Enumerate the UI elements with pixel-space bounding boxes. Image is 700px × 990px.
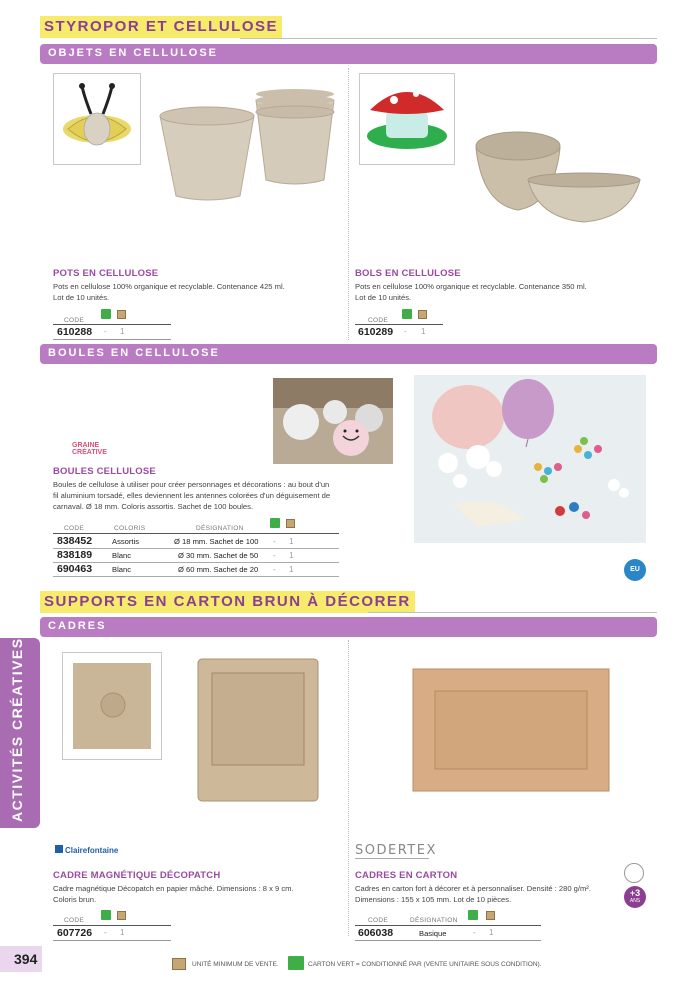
boules-desc-2: fil aluminium torsadé, elles deviennent les antennes colorées d'un déguisement de [53,491,331,500]
bols-dash: - [404,327,407,336]
graine-creative-logo [62,442,107,456]
cadre-magnetique-code-header: CODE [64,917,84,924]
green-carton-icon [101,309,111,319]
pots-qty: 1 [120,327,125,336]
cadres-carton-code-header: CODE [368,917,388,924]
unit-box-icon [286,519,295,528]
cadre-magnetique-code: 607726 [57,927,93,939]
brand-line-2: CRÉATIVE [72,449,107,456]
unit-box-icon [172,958,186,970]
bols-image [470,118,645,230]
unit-box-icon [117,310,126,319]
bar-cadres: CADRES [40,617,657,637]
cadres-carton-dash: - [473,928,476,937]
cadres-carton-designation: Basique [419,929,447,938]
cadre-magnetique-image [196,657,320,803]
pots-desc-1: Pots en cellulose 100% organique et recyclable. Contenance 425 ml. [53,282,285,291]
age-badge-icon [624,886,646,908]
green-carton-icon [101,910,111,920]
section-title-supports: SUPPORTS EN CARTON BRUN À DÉCORER [40,591,415,613]
pots-desc-2: Lot de 10 unités. [53,293,110,302]
green-carton-icon [468,910,478,920]
table-rule [53,339,171,340]
section-title-styropor: STYROPOR ET CELLULOSE [40,16,282,38]
cadre-magnetique-desc-1: Cadre magnétique Décopatch en papier mâché. Dimensions : 8 x 9 cm. [53,884,294,893]
legend-carton: CARTON VERT = CONDITIONNÉ PAR (VENTE UNITAIRE SOUS CONDITION). [308,961,542,968]
cadres-carton-designation-header: DÉSIGNATION [410,917,458,924]
pots-image [158,88,338,203]
boules-desc-3: carnaval. Ø 18 mm. Coloris assortis. Sachet de 100 boules. [53,502,254,511]
brand-line-1: GRAINE [72,442,100,449]
boules-coloris-header: COLORIS [114,525,146,532]
row-dash: - [273,565,276,574]
boules-image [414,375,646,543]
table-rule [53,548,339,549]
table-rule [53,562,339,563]
bols-desc-1: Pots en cellulose 100% organique et recyclable. Contenance 350 ml. [355,282,587,291]
column-divider [348,640,349,936]
cadres-carton-qty: 1 [489,928,494,937]
boules-desc-1: Boules de cellulose à utiliser pour créer personnages et décorations : au bout d'un [53,480,330,489]
table-rule [355,324,443,325]
column-divider [348,68,349,340]
unit-box-icon [418,310,427,319]
row-dash: - [273,537,276,546]
pots-code-header: CODE [64,317,84,324]
row-coloris: Blanc [112,551,131,560]
clairefontaine-mark-icon [55,845,63,853]
boules-code-header: CODE [64,525,84,532]
unit-box-icon [486,911,495,920]
bols-thumb-image [359,73,455,165]
row-qty: 1 [289,565,294,574]
pots-dash: - [104,327,107,336]
age-badge-top: +3 [629,888,641,898]
table-rule [53,533,339,534]
green-carton-icon [270,518,280,528]
page-number: 394 [14,951,38,967]
table-rule [53,576,339,577]
logo-underline [355,858,429,859]
table-row: 690463 [57,563,93,575]
table-rule [355,925,541,926]
green-carton-icon [402,309,412,319]
cadre-magnetique-qty: 1 [120,928,125,937]
table-row: 838452 [57,535,93,547]
sodertex-logo: SODERTEX [355,843,437,858]
table-rule [53,324,171,325]
unit-box-icon [117,911,126,920]
row-designation: Ø 60 mm. Sachet de 20 [178,565,259,574]
bar-boules-cellulose: BOULES EN CELLULOSE [40,344,657,364]
cadre-magnetique-dash: - [104,928,107,937]
side-tab-label: ACTIVITÉS CRÉATIVES [9,637,25,822]
clairefontaine-logo [55,845,118,855]
cadre-magnetique-thumb-image [62,652,162,760]
boules-title: BOULES CELLULOSE [53,466,156,477]
boules-designation-header: DÉSIGNATION [196,525,244,532]
cadre-magnetique-title: CADRE MAGNÉTIQUE DÉCOPATCH [53,870,221,881]
bar-objets-cellulose: OBJETS EN CELLULOSE [40,44,657,64]
row-coloris: Assortis [112,537,140,546]
table-rule [53,925,171,926]
cadres-carton-title: CADRES EN CARTON [355,870,458,881]
table-rule [53,940,171,941]
cadres-carton-image [411,667,611,793]
table-row: 838189 [57,549,93,561]
recycle-icon [624,863,644,883]
pots-thumb-image [53,73,141,165]
row-designation: Ø 18 mm. Sachet de 100 [174,537,259,546]
eu-badge: EU [624,559,646,581]
table-rule [355,940,541,941]
bols-code-header: CODE [368,317,388,324]
bols-desc-2: Lot de 10 unités. [355,293,412,302]
row-coloris: Blanc [112,565,131,574]
cadres-carton-desc-1: Cadres en carton fort à décorer et à personnaliser. Densité : 280 g/m². [355,884,591,893]
brand-label: Clairefontaine [65,846,119,855]
boules-thumb-image [273,378,393,464]
row-dash: - [273,551,276,560]
bols-code: 610289 [358,326,394,338]
age-badge-bottom: ANS [629,898,641,904]
green-carton-icon [288,956,304,970]
row-qty: 1 [289,551,294,560]
section-rule [368,612,657,613]
cadres-carton-code: 606038 [358,927,394,939]
row-qty: 1 [289,537,294,546]
pots-code: 610288 [57,326,93,338]
pots-title: POTS EN CELLULOSE [53,268,159,279]
legend-unit: UNITÉ MINIMUM DE VENTE. [192,961,279,968]
bols-qty: 1 [421,327,426,336]
section-rule [240,38,657,39]
row-designation: Ø 30 mm. Sachet de 50 [178,551,259,560]
cadre-magnetique-desc-2: Coloris brun. [53,895,97,904]
bols-title: BOLS EN CELLULOSE [355,268,461,279]
cadres-carton-desc-2: Dimensions : 155 x 105 mm. Lot de 10 pièces. [355,895,512,904]
